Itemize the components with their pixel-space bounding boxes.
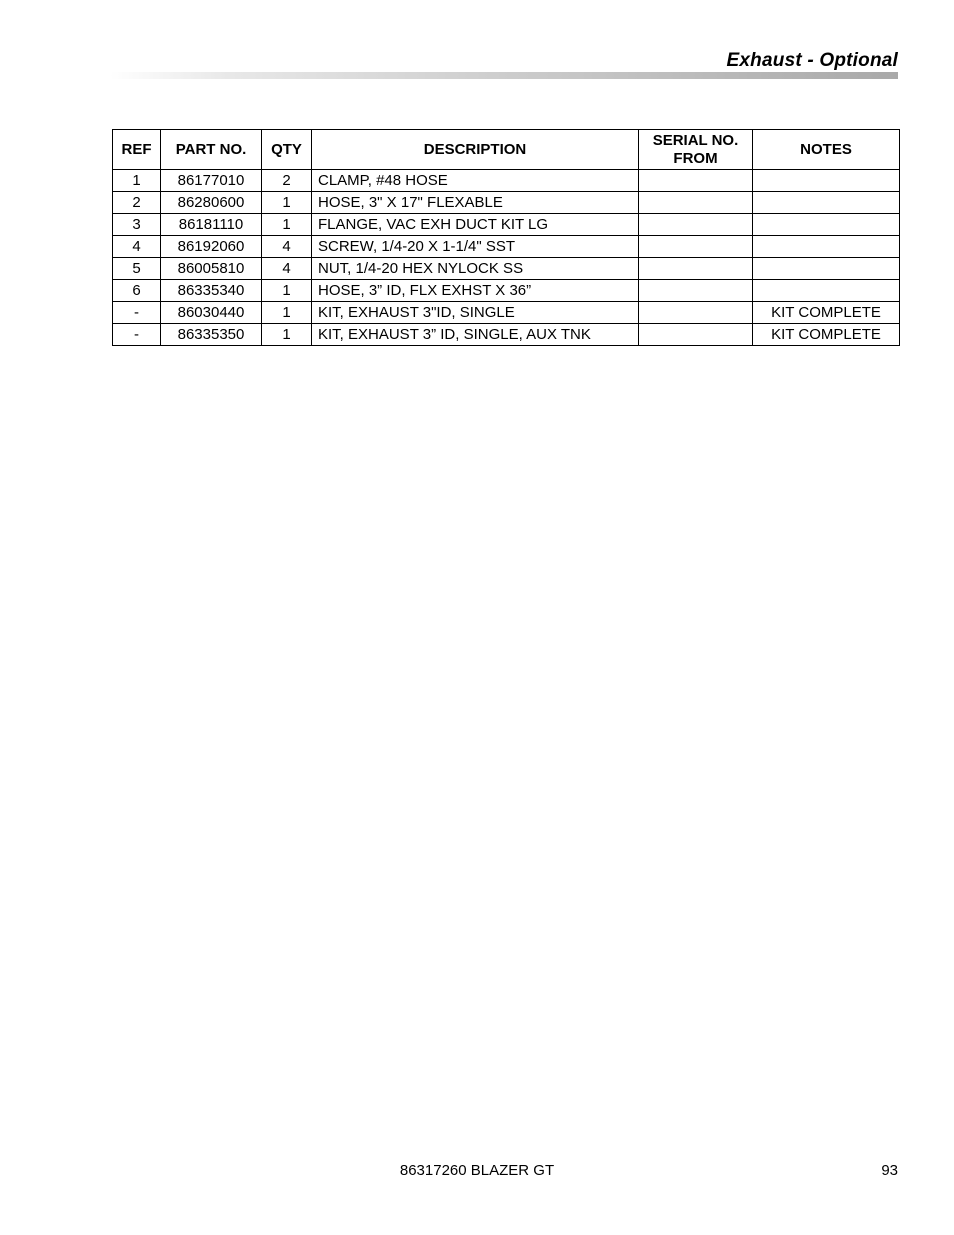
- cell-description: CLAMP, #48 HOSE: [312, 170, 639, 192]
- cell-notes: KIT COMPLETE: [753, 324, 900, 346]
- column-header-serial-line1: SERIAL NO.: [652, 131, 739, 149]
- cell-qty: 4: [262, 258, 312, 280]
- cell-ref: -: [113, 324, 161, 346]
- column-header-notes: NOTES: [753, 130, 900, 170]
- cell-notes: [753, 214, 900, 236]
- cell-part-no: 86030440: [161, 302, 262, 324]
- cell-part-no: 86005810: [161, 258, 262, 280]
- cell-notes: [753, 170, 900, 192]
- cell-serial: [639, 258, 753, 280]
- cell-description: KIT, EXHAUST 3” ID, SINGLE, AUX TNK: [312, 324, 639, 346]
- cell-part-no: 86335350: [161, 324, 262, 346]
- table-row: [113, 280, 900, 302]
- cell-description: HOSE, 3” ID, FLX EXHST X 36”: [312, 280, 639, 302]
- page-title: Exhaust - Optional: [726, 50, 898, 71]
- cell-description: SCREW, 1/4-20 X 1-1/4" SST: [312, 236, 639, 258]
- column-header-description: DESCRIPTION: [312, 130, 639, 170]
- cell-serial: [639, 170, 753, 192]
- column-header-qty: QTY: [262, 130, 312, 170]
- cell-notes: [753, 192, 900, 214]
- cell-qty: 1: [262, 302, 312, 324]
- cell-ref: 6: [113, 280, 161, 302]
- cell-notes: [753, 280, 900, 302]
- parts-table: [112, 129, 900, 346]
- cell-serial: [639, 192, 753, 214]
- cell-ref: 1: [113, 170, 161, 192]
- table-row: [113, 236, 900, 258]
- table-row: [113, 302, 900, 324]
- cell-qty: 1: [262, 324, 312, 346]
- column-header-part-no: PART NO.: [161, 130, 262, 170]
- cell-description: HOSE, 3" X 17" FLEXABLE: [312, 192, 639, 214]
- cell-qty: 2: [262, 170, 312, 192]
- cell-part-no: 86335340: [161, 280, 262, 302]
- cell-ref: 2: [113, 192, 161, 214]
- cell-ref: 5: [113, 258, 161, 280]
- table-row: [113, 258, 900, 280]
- cell-notes: [753, 236, 900, 258]
- cell-notes: KIT COMPLETE: [753, 302, 900, 324]
- cell-description: KIT, EXHAUST 3"ID, SINGLE: [312, 302, 639, 324]
- cell-serial: [639, 302, 753, 324]
- header-rule: [110, 72, 898, 79]
- table-row: [113, 170, 900, 192]
- cell-ref: 3: [113, 214, 161, 236]
- cell-description: FLANGE, VAC EXH DUCT KIT LG: [312, 214, 639, 236]
- table-row: [113, 324, 900, 346]
- cell-notes: [753, 258, 900, 280]
- column-header-ref: REF: [113, 130, 161, 170]
- cell-serial: [639, 236, 753, 258]
- table-row: [113, 214, 900, 236]
- cell-serial: [639, 324, 753, 346]
- cell-description: NUT, 1/4-20 HEX NYLOCK SS: [312, 258, 639, 280]
- table-header-row: [113, 130, 900, 170]
- cell-part-no: 86177010: [161, 170, 262, 192]
- footer-doc-title: 86317260 BLAZER GT: [399, 1162, 555, 1179]
- cell-qty: 4: [262, 236, 312, 258]
- cell-serial: [639, 280, 753, 302]
- cell-qty: 1: [262, 214, 312, 236]
- cell-part-no: 86192060: [161, 236, 262, 258]
- column-header-serial-from: [639, 130, 753, 170]
- footer-page-number: 93: [881, 1162, 898, 1179]
- cell-qty: 1: [262, 280, 312, 302]
- cell-qty: 1: [262, 192, 312, 214]
- cell-ref: -: [113, 302, 161, 324]
- cell-part-no: 86280600: [161, 192, 262, 214]
- column-header-serial-line2: FROM: [673, 149, 718, 167]
- cell-serial: [639, 214, 753, 236]
- table-row: [113, 192, 900, 214]
- cell-ref: 4: [113, 236, 161, 258]
- cell-part-no: 86181110: [161, 214, 262, 236]
